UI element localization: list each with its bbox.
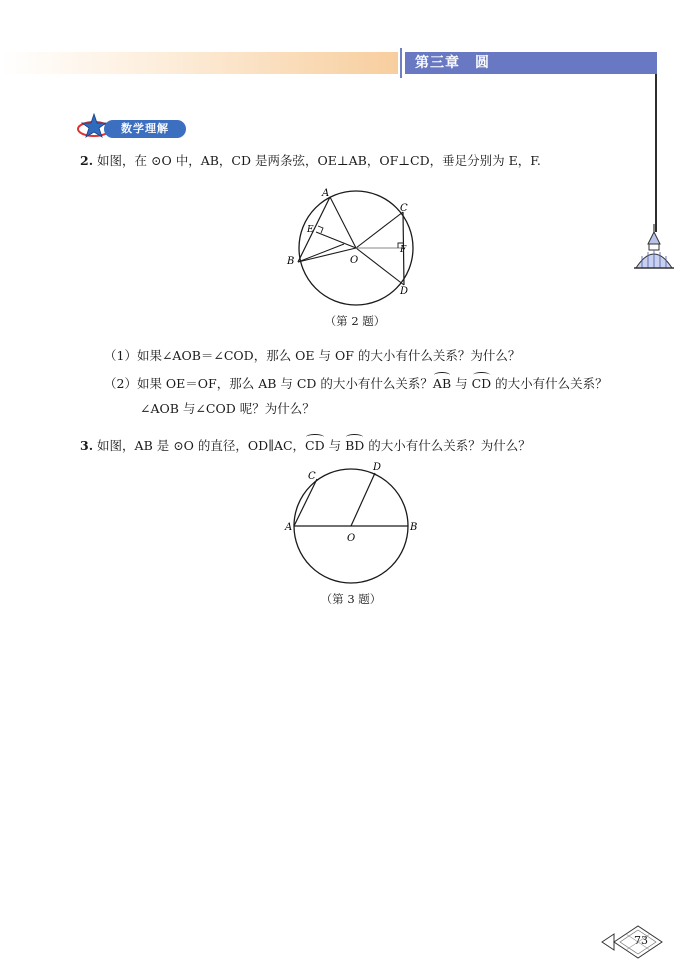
figure-q3 — [280, 460, 430, 590]
label-a: A — [285, 522, 293, 533]
section-badge: 数学理解 — [104, 120, 186, 138]
arc-ab: AB — [432, 376, 452, 391]
part-2-text-a: （2）如果 OE＝OF，那么 AB 与 CD 的大小有什么关系？ — [104, 376, 433, 391]
header-separator — [400, 48, 402, 78]
chord-ab — [298, 197, 330, 262]
figure-caption-q2: （第 2 题） — [324, 314, 386, 328]
page-number: 73 — [634, 934, 648, 947]
chord-ac — [294, 479, 317, 526]
arc-bd: BD — [345, 438, 365, 453]
label-d: D — [400, 286, 409, 297]
question-3 — [80, 437, 531, 455]
question-2-part-1: （1）如果∠AOB＝∠COD，那么 OE 与 OF 的大小有什么关系？为什么？ — [104, 348, 521, 363]
question-stem-mid: 与 — [324, 438, 346, 453]
label-d: D — [373, 462, 382, 473]
margin-line — [655, 74, 657, 232]
label-f: F — [400, 245, 407, 255]
chapter-title: 第三章 圆 — [405, 52, 657, 74]
figure-caption-q3: （第 3 题） — [320, 592, 382, 606]
label-o: O — [347, 533, 356, 544]
label-o: O — [350, 255, 359, 266]
question-number: 2. — [80, 153, 94, 168]
question-stem-a: 如图，AB 是 ⊙O 的直径，OD∥AC， — [97, 438, 306, 453]
question-2-part-2 — [104, 375, 608, 393]
label-a: A — [322, 188, 330, 199]
tower-emblem-icon — [632, 222, 676, 274]
arc-cd: CD — [305, 438, 325, 453]
label-b: B — [410, 522, 418, 533]
header-decoration — [0, 52, 398, 74]
label-e: E — [307, 225, 314, 235]
radius-od — [351, 473, 375, 526]
label-b: B — [287, 256, 295, 267]
question-2-part-2-line-2: ∠AOB 与∠COD 呢？为什么？ — [140, 401, 315, 416]
question-number: 3. — [80, 438, 94, 453]
question-2 — [80, 152, 541, 170]
question-stem-b: 的大小有什么关系？为什么？ — [364, 438, 531, 453]
label-c: C — [308, 471, 316, 482]
question-stem: 如图，在 ⊙O 中，AB，CD 是两条弦，OE⊥AB，OF⊥CD，垂足分别为 E，F. — [97, 153, 541, 168]
part-2-text-mid: 与 — [451, 376, 472, 391]
figure-q2 — [280, 182, 430, 312]
label-c: C — [400, 203, 408, 214]
part-2-text-b: 的大小有什么关系？ — [491, 376, 608, 391]
arc-cd: CD — [471, 376, 492, 391]
